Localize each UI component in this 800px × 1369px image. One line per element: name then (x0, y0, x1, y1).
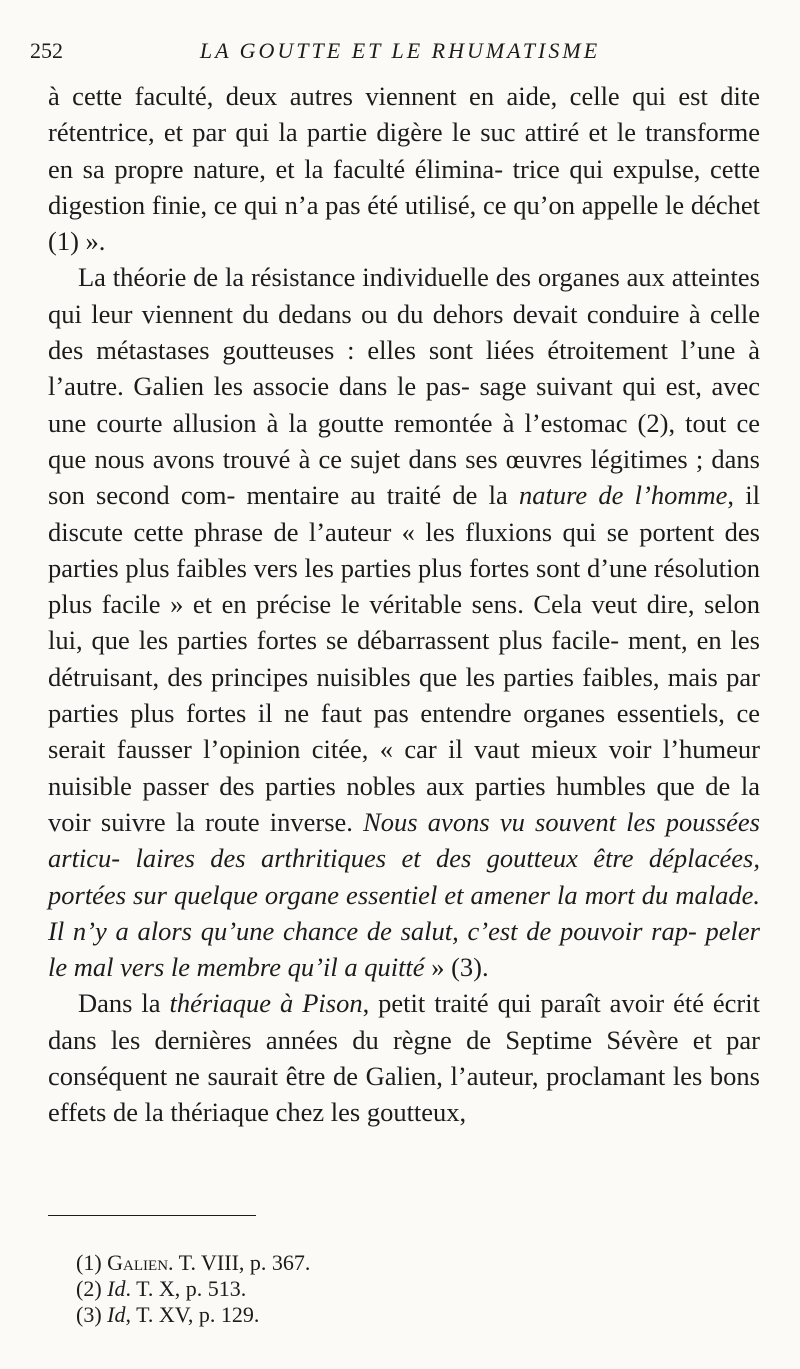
footnote-1 (76, 1250, 310, 1276)
paragraph-3 (48, 985, 760, 1130)
footnote-separator (48, 1215, 256, 1216)
paragraph-2-part-e: » (3). (424, 952, 489, 983)
paragraph-3-title-italic: thériaque à Pison (169, 988, 363, 1019)
footnotes (76, 1250, 310, 1328)
footnote-1-author: Galien (107, 1250, 169, 1275)
body-text (48, 78, 760, 1131)
footnote-2-reference: . T. X, p. 513. (125, 1276, 247, 1301)
paragraph-3-part-a: Dans la (78, 988, 170, 1019)
paragraph-1: à cette faculté, deux autres viennent en aide, celle qui est dite rétentrice, et par qui la partie digère le suc attiré et le transforme en sa propre nature, et la faculté élimina- trice qui expulse, cette digestion finie, ce qui n’a pas été utilisé, ce qu’on appelle le déchet (1) ». (48, 81, 760, 257)
running-title: LA GOUTTE ET LE RHUMATISME (199, 38, 601, 63)
footnote-3-author: Id (107, 1302, 126, 1327)
footnote-2-number: (2) (76, 1276, 102, 1301)
footnote-3-number: (3) (76, 1302, 102, 1327)
footnote-2-author: Id (107, 1276, 126, 1301)
footnote-3 (76, 1302, 310, 1328)
page-number: 252 (30, 38, 63, 63)
paragraph-2 (48, 259, 760, 985)
footnote-1-reference: . T. VIII, p. 367. (168, 1250, 311, 1275)
footnote-2 (76, 1276, 310, 1302)
paragraph-3-part-c: , petit traité qui paraît avoir été écrit dans les dernières années du règne de Septime Sévère et par conséquent ne saurait être de Galien, l’auteur, proclamant les bons effets de la thériaque chez les goutteux, (48, 988, 760, 1128)
paragraph-2-quote-italic: Nous avons vu souvent les poussées articu- laires des arthritiques et des goutteux être déplacées, portées sur quelque organe essentiel et amener la mort du malade. Il n’y a alors qu’une chance de salut, c’est de pouvoir rap- peler le mal vers le membre qu’il a quitté (48, 806, 760, 983)
paragraph-2-part-c: , il discute cette phrase de l’auteur « les fluxions qui se portent des parties plus faibles vers les parties plus fortes sont d’une résolution plus facile » et en précise le véritable sens. Cela veut dire, selon lui, que les parties fortes se débarrassent plus facile- ment, en les détruisant, des principes nuisibles que les parties faibles, mais par parties plus fortes il ne faut pas entendre organes essentiels, ce serait fausser l’opinion citée, « car il vaut mieux voir l’humeur nuisible passer des parties nobles aux parties humbles que de la voir suivre la route inverse. (48, 480, 760, 837)
page-header (30, 38, 770, 68)
paragraph-2-title-italic: nature de l’homme (518, 480, 728, 511)
footnote-3-reference: , T. XV, p. 129. (125, 1302, 260, 1327)
footnote-1-number: (1) (76, 1250, 102, 1275)
paragraph-2-part-a: La théorie de la résistance individuelle des organes aux atteintes qui leur viennent du dedans ou du dehors devait conduire à celle des métastases goutteuses : elles sont liées étroitement l’une à l’autre. Galien les associe dans le pas- sage suivant qui est, avec une courte allusion à la goutte remontée à l’estomac (2), tout ce que nous avons trouvé à ce sujet dans ses œuvres légitimes ; dans son second com- mentaire au traité de la (48, 262, 760, 511)
